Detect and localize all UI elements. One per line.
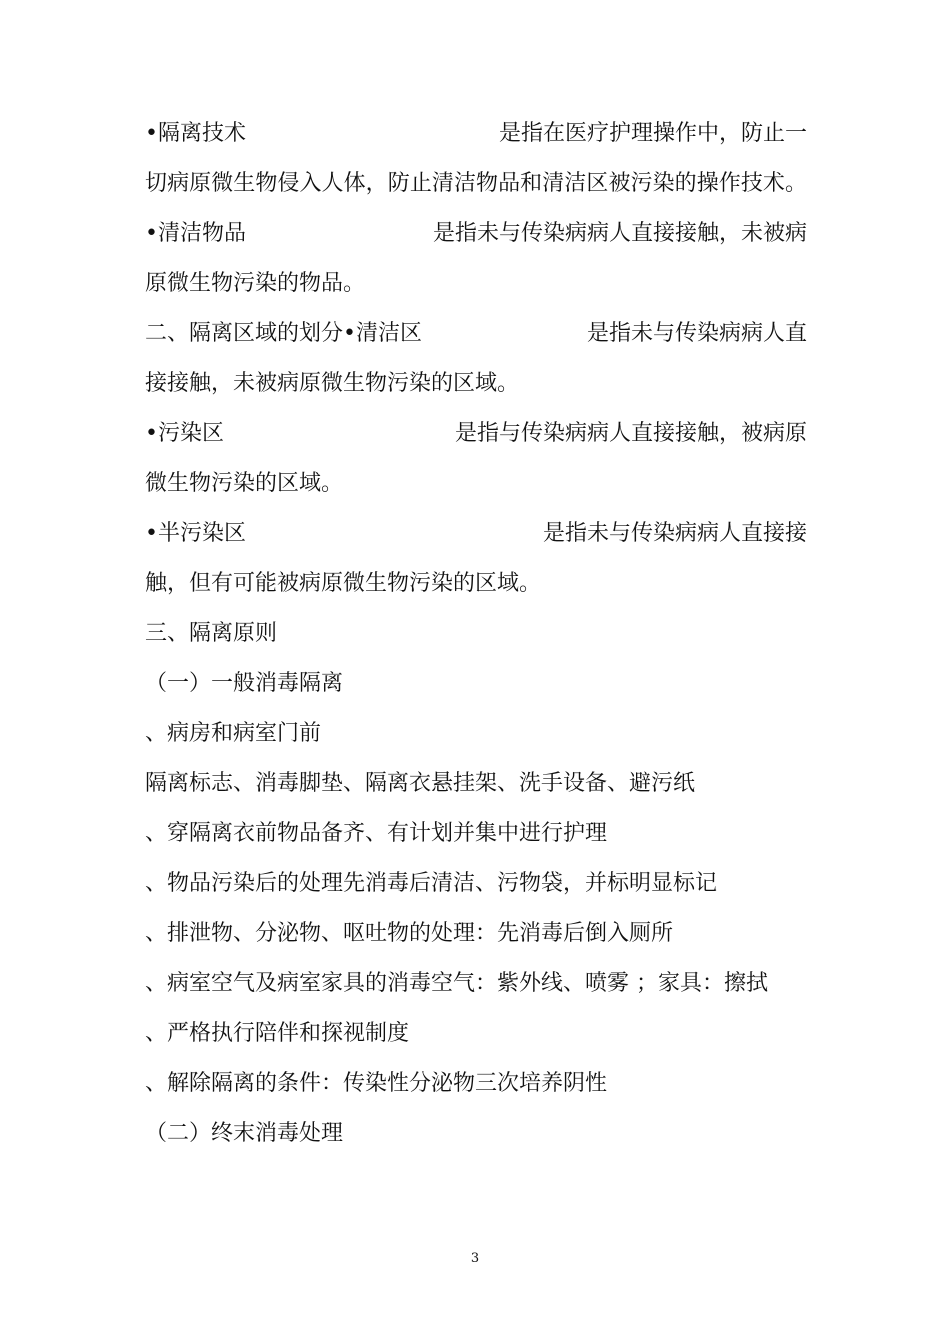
definition-continuation: 原微生物污染的物品。 <box>145 271 366 296</box>
list-item-detail: 隔离标志、消毒脚垫、隔离衣悬挂架、洗手设备、避污纸 <box>145 771 696 796</box>
section-heading-line <box>145 317 807 351</box>
list-item: 、物品污染后的处理先消毒后清洁、污物袋，并标明显标记 <box>145 871 718 896</box>
subsection-heading-terminal-disinfection: （二）终末消毒处理 <box>145 1121 344 1146</box>
definition-text: 是指在医疗护理操作中，防止一 <box>498 121 807 146</box>
section-heading-isolation-zones: 二、隔离区域的划分•清洁区 <box>145 321 422 346</box>
definition-continuation: 切病原微生物侵入人体，防止清洁物品和清洁区被污染的操作技术。 <box>145 171 807 196</box>
term-semi-contaminated-zone: •半污染区 <box>145 521 246 546</box>
definition-text: 是指未与传染病病人直接接触，未被病 <box>432 221 807 246</box>
definition-continuation: 微生物污染的区域。 <box>145 471 344 496</box>
paragraph-line <box>145 217 807 251</box>
section-heading-line <box>145 617 807 651</box>
paragraph-line <box>145 417 807 451</box>
definition-text: 是指未与传染病病人直 <box>586 321 807 346</box>
page-number: 3 <box>470 1251 480 1266</box>
list-item: 、严格执行陪伴和探视制度 <box>145 1021 410 1046</box>
definition-text: 是指与传染病病人直接接触，被病原 <box>454 421 807 446</box>
paragraph-line <box>145 117 807 151</box>
list-item: 、穿隔离衣前物品备齐、有计划并集中进行护理 <box>145 821 608 846</box>
subsection-heading-general: （一）一般消毒隔离 <box>145 671 344 696</box>
list-item: 、排泄物、分泌物、呕吐物的处理：先消毒后倒入厕所 <box>145 921 674 946</box>
definition-text: 是指未与传染病病人直接接 <box>542 521 807 546</box>
subsection-heading-line <box>145 667 807 701</box>
paragraph-line <box>145 167 807 201</box>
section-heading-isolation-principles: 三、隔离原则 <box>145 621 278 646</box>
paragraph-line <box>145 367 807 401</box>
term-contaminated-zone: •污染区 <box>145 421 224 446</box>
list-item: 、病房和病室门前 <box>145 721 322 746</box>
term-clean-items: •清洁物品 <box>145 221 246 246</box>
list-item: 、解除隔离的条件：传染性分泌物三次培养阴性 <box>145 1071 608 1096</box>
paragraph-line <box>145 467 807 501</box>
paragraph-line <box>145 567 807 601</box>
paragraph-line <box>145 267 807 301</box>
paragraph-line <box>145 517 807 551</box>
term-isolation-technique: •隔离技术 <box>145 121 246 146</box>
definition-continuation: 触，但有可能被病原微生物污染的区域。 <box>145 571 542 596</box>
definition-continuation: 接接触，未被病原微生物污染的区域。 <box>145 371 520 396</box>
subsection-heading-line <box>145 1117 807 1151</box>
list-item: 、病室空气及病室家具的消毒空气：紫外线、喷雾 ；家具：擦拭 <box>145 971 768 996</box>
